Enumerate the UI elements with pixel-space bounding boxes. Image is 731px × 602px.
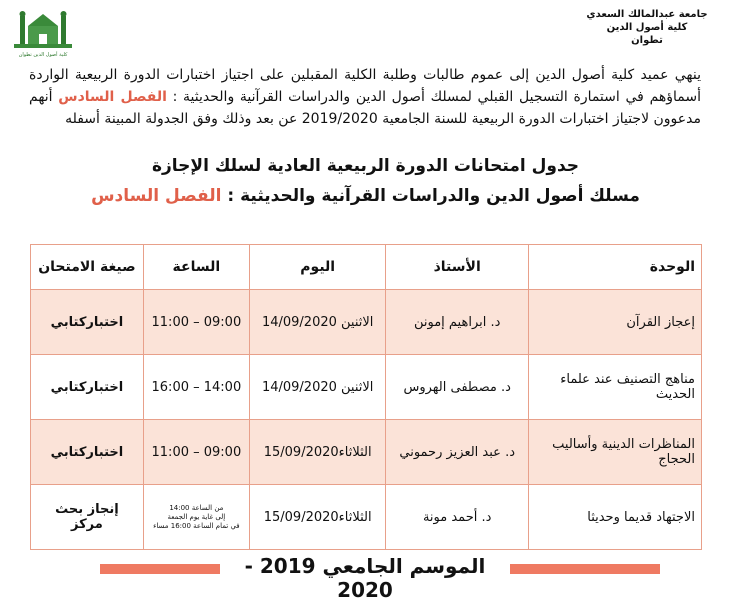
time-note-line: في تمام الساعة 16:00 مساء [153,521,240,530]
cell-professor: د. أحمد مونة [386,485,528,550]
header-time: الساعة [143,245,249,290]
cell-exam-type: إنجاز بحث مركز [31,485,144,550]
cell-time-note [143,485,249,550]
intro-text-after: أنهم مدعوون لاجتياز اختبارات الدورة الربيعية للسنة الجامعية 2019/2020 عن بعد وذلك وفق الجدولة المبينة أسفله [29,89,701,127]
cell-unit: المناظرات الدينية وأساليب الحجاج [528,420,701,485]
cell-time: 09:00 – 11:00 [143,290,249,355]
cell-professor: د. ابراهيم إمونن [386,290,528,355]
academic-season: الموسم الجامعي 2019 - 2020 [244,554,486,602]
document-subtitle [0,186,731,206]
table-row [31,290,702,355]
cell-time: 14:00 – 16:00 [143,355,249,420]
cell-professor: د. عبد العزيز رحموني [386,420,528,485]
cell-exam-type: اختباركتابي [31,355,144,420]
cell-day: الثلاثاء15/09/2020 [249,420,386,485]
university-name: جامعة عبدالمالك السعدي [586,9,708,20]
table-header-row [31,245,702,290]
footer-bar-left [100,564,220,574]
header-unit: الوحدة [528,245,701,290]
cell-day: الثلاثاء15/09/2020 [249,485,386,550]
table-row [31,355,702,420]
subtitle-prefix: مسلك أصول الدين والدراسات القرآنية والحديثية : [221,186,640,206]
footer-bar-right [510,564,660,574]
intro-paragraph [29,64,701,130]
cell-exam-type: اختباركتابي [31,290,144,355]
intro-text-before: ينهي عميد كلية أصول الدين إلى عموم طالبات وطلبة الكلية المقبلين على اجتياز اختبارات الدورة الربيعية الواردة أسماؤهم في استمارة التسجيل القبلي لمسلك أصول الدين والدراسات القرآنية والحديثية : [29,67,702,105]
cell-exam-type: اختباركتابي [31,420,144,485]
logo-caption: كلية أصول الدين تطوان [18,52,68,58]
header-exam-type: صيغة الامتحان [31,245,144,290]
subtitle-highlight: الفصل السادس [91,186,222,206]
faculty-logo-icon [14,11,72,48]
cell-day: الاثنين 14/09/2020 [249,290,386,355]
time-note-line: إلى غاية يوم الجمعة [167,512,226,521]
faculty-name: كلية أصول الدين [606,22,688,33]
exam-schedule-table [30,244,702,550]
cell-unit: الاجتهاد قديما وحديثا [528,485,701,550]
table-row [31,420,702,485]
table-row [31,485,702,550]
intro-highlight: الفصل السادس [58,89,167,105]
city-name: تطوان [631,35,663,46]
cell-professor: د. مصطفى الهروس [386,355,528,420]
header-professor: الأستاذ [386,245,528,290]
university-header [577,8,717,47]
cell-unit: إعجاز القرآن [528,290,701,355]
time-note-line: من الساعة 14:00 [169,503,224,512]
cell-day: الاثنين 14/09/2020 [249,355,386,420]
document-title: جدول امتحانات الدورة الربيعية العادية لسلك الإجازة [151,156,580,176]
header-day: اليوم [249,245,386,290]
faculty-logo [8,4,78,60]
cell-time: 09:00 – 11:00 [143,420,249,485]
cell-unit: مناهج التصنيف عند علماء الحديث [528,355,701,420]
